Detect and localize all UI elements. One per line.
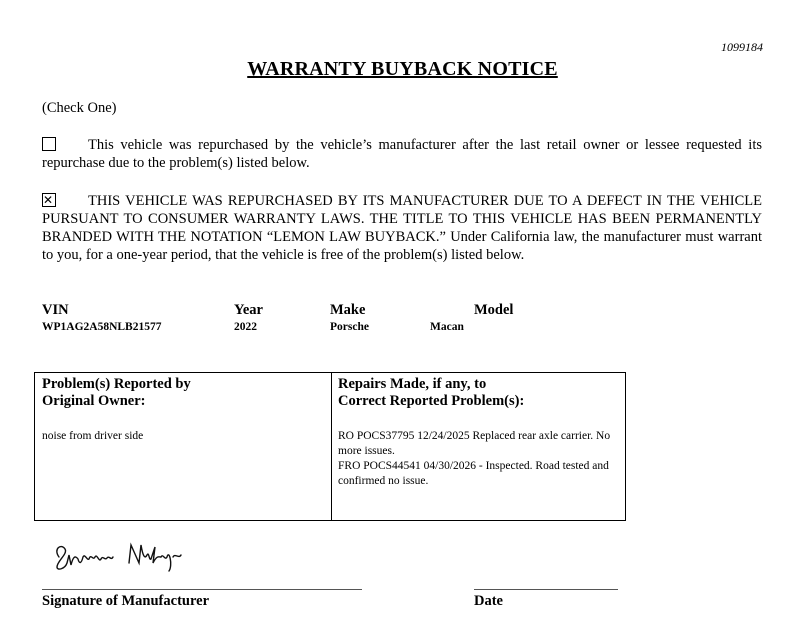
problems-repairs-table: [34, 372, 626, 521]
form-number: 1099184: [721, 40, 763, 54]
option-1-checkbox[interactable]: [42, 137, 56, 151]
date-line: [474, 589, 618, 590]
option-2-text: THIS VEHICLE WAS REPURCHASED BY ITS MANUFACTURER DUE TO A DEFECT IN THE VEHICLE PURSUANT TO CONSUMER WARRANTY LAWS. THE TITLE TO THIS VEHICLE HAS BEEN PERMANENTLY BRANDED WITH THE NOTATION “LEMON LAW BUYBACK.” Under California law, the manufacturer must warrant to you, for a one-year period, that the vehicle is free of the problem(s) listed below.: [42, 193, 762, 263]
checkbox-x-icon: ✕: [43, 193, 54, 207]
check-one-instruction: (Check One): [42, 100, 117, 116]
option-manufacturer-repurchase: [42, 136, 762, 172]
make-label: Make: [330, 302, 366, 318]
make-value: Porsche: [330, 321, 369, 333]
problems-header: Problem(s) Reported by Original Owner:: [42, 376, 191, 409]
date-label: Date: [474, 593, 503, 609]
vin-value: WP1AG2A58NLB21577: [42, 321, 162, 333]
repair-entry-2: FRO POCS44541 04/30/2026 - Inspected. Road tested and confirmed no issue.: [338, 460, 609, 487]
signature-label: Signature of Manufacturer: [42, 593, 210, 609]
option-lemon-law-buyback: [42, 192, 762, 264]
repairs-header: Repairs Made, if any, to Correct Reported Problem(s):: [338, 376, 525, 409]
year-label: Year: [234, 302, 263, 318]
signature-line: [42, 589, 362, 590]
table-divider: [331, 373, 332, 520]
option-2-checkbox[interactable]: [42, 193, 56, 207]
repair-entry-1: RO POCS37795 12/24/2025 Replaced rear axle carrier. No more issues.: [338, 430, 611, 457]
option-1-text: This vehicle was repurchased by the vehicle’s manufacturer after the last retail owner or lessee requested its repurchase due to the problem(s) listed below.: [42, 137, 762, 171]
model-label: Model: [474, 302, 514, 318]
vin-label: VIN: [42, 302, 69, 318]
model-value: Macan: [430, 321, 464, 333]
handwritten-signature: [45, 535, 195, 575]
year-value: 2022: [234, 321, 257, 333]
repairs-made-text: [338, 429, 616, 489]
checkbox-mark: [43, 138, 55, 150]
problems-reported-text: noise from driver side: [42, 430, 144, 442]
page-title: WARRANTY BUYBACK NOTICE: [247, 58, 558, 80]
